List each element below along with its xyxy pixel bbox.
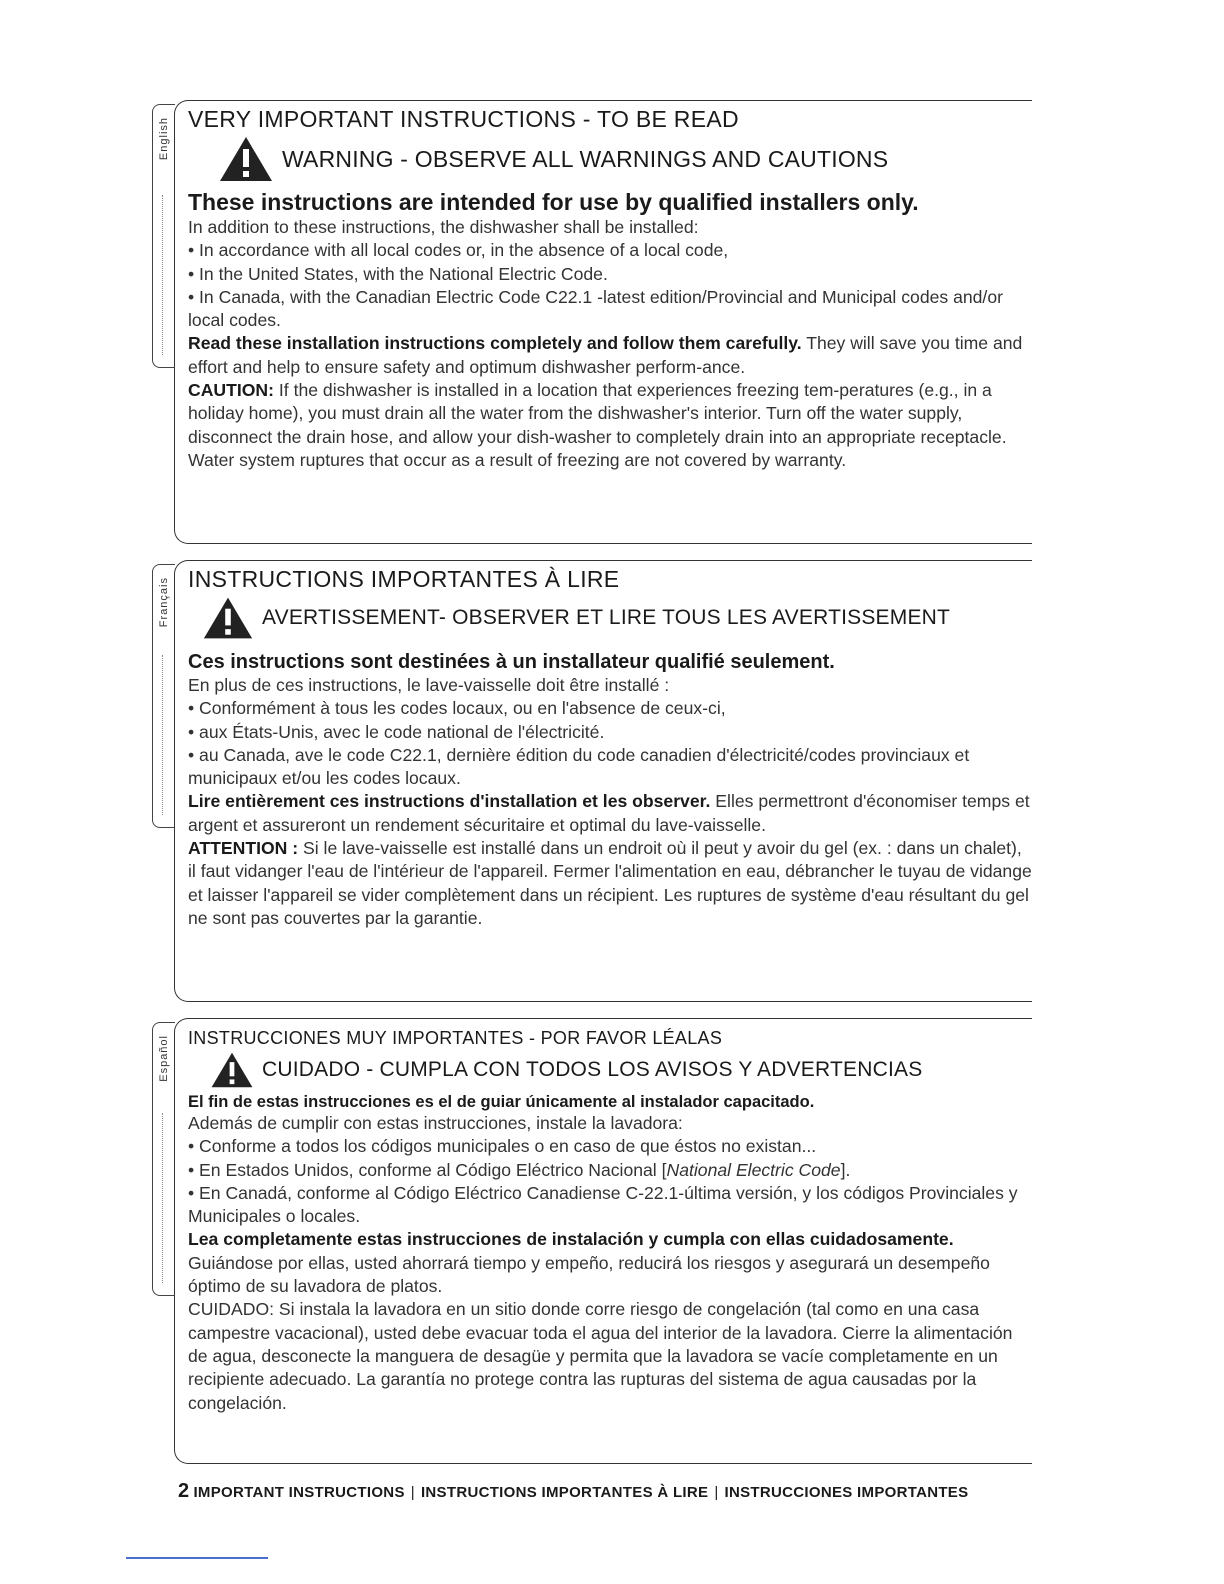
caution-paragraph: CUIDADO: Si instala la lavadora en un sitio donde corre riesgo de congelación (tal como en una casa campestre vacacional), usted debe evacuar toda el agua del interior de la lavadora. Cierre la alimentación de agua, desconecte la manguera de desagüe y permita que la lavadora se vacíe completamente en un recipiente adecuado. La garantía no protege contra las rupturas del sistema de agua causadas por la congelación. (188, 1299, 1013, 1413)
read-instructions-text: They will save you time and effort and help to ensure safety and optimum dishwasher perform-ance. (188, 333, 1023, 377)
warning-heading: AVERTISSEMENT- OBSERVER ET LIRE TOUS LES AVERTISSEMENT (262, 606, 951, 629)
read-instructions-paragraph (188, 1228, 1032, 1298)
bullet-item: • au Canada, ave le code C22.1, dernière édition du code canadien d'électricité/codes provinciaux et municipaux et/ou les codes locaux. (188, 744, 970, 789)
bullet-item: • aux États-Unis, avec le code national de l'électricité. (188, 721, 605, 742)
section-title: VERY IMPORTANT INSTRUCTIONS - TO BE READ (188, 106, 739, 132)
english-body (188, 216, 1032, 472)
bullet-item (188, 1159, 1032, 1182)
language-tab-francais (152, 564, 175, 828)
tab-label: Français (158, 577, 170, 628)
qualified-installers-notice: These instructions are intended for use by qualified installers only. (188, 189, 919, 215)
caution-paragraph (188, 379, 1032, 472)
francais-body (188, 674, 1032, 930)
bullet-item: • Conformément à tous les codes locaux, ou en l'absence de ceux-ci, (188, 698, 726, 719)
intro-text: In addition to these instructions, the dishwasher shall be installed: (188, 217, 699, 237)
warning-heading: WARNING - OBSERVE ALL WARNINGS AND CAUTIONS (282, 145, 889, 172)
tab-dotted-line (162, 1113, 163, 1283)
bullet-italic-text: National Electric Code (666, 1159, 841, 1180)
read-instructions-bold: Read these installation instructions completely and follow them carefully. (188, 333, 802, 354)
footer-english: IMPORTANT INSTRUCTIONS (193, 1484, 405, 1501)
bullet-text: • En Estados Unidos, conforme al Código Eléctrico Nacional [ (188, 1159, 667, 1180)
section-title: INSTRUCCIONES MUY IMPORTANTES - POR FAVOR LÉALAS (188, 1028, 723, 1048)
warning-row (218, 135, 1032, 183)
read-instructions-text: Guiándose por ellas, usted ahorrará tiempo y empeño, reducirá los riesgos y asegurará un desempeño óptimo de su lavadora de platos. (188, 1252, 990, 1297)
page-number: 2 (178, 1480, 190, 1502)
footer-separator: | (410, 1484, 415, 1501)
caution-paragraph (188, 837, 1032, 930)
tab-label: Español (158, 1035, 170, 1082)
qualified-installers-notice: Ces instructions sont destinées à un installateur qualifié seulement. (188, 651, 835, 673)
read-instructions-paragraph (188, 332, 1032, 379)
intro-text: Además de cumplir con estas instrucciones, instale la lavadora: (188, 1113, 683, 1133)
tab-label: English (158, 117, 170, 161)
page-footer (178, 1480, 968, 1503)
bullet-item: • In accordance with all local codes or, in the absence of a local code, (188, 240, 729, 261)
bullet-item: • En Canadá, conforme al Código Eléctrico Canadiense C-22.1-última versión, y los códigos Provinciales y Municipales o locales. (188, 1182, 1018, 1227)
read-instructions-text: Elles permettront d'économiser temps et argent et assureront un rendement sécuritaire et optimal du lave-vaisselle. (188, 791, 1030, 835)
warning-triangle-icon (202, 595, 254, 641)
tab-dotted-line (162, 655, 163, 815)
bullet-item: • Conforme a todos los códigos municipales o en caso de que éstos no existan... (188, 1136, 817, 1157)
warning-row (210, 1051, 1032, 1089)
qualified-installers-notice: El fin de estas instrucciones es el de guiar únicamente al instalador capacitado. (188, 1093, 815, 1111)
warning-triangle-icon (218, 135, 274, 183)
espanol-section (152, 1018, 1032, 1464)
english-section (152, 100, 1032, 544)
english-content (188, 100, 1032, 472)
footer-separator: | (714, 1484, 719, 1501)
caution-label: CAUTION: (188, 380, 275, 401)
francais-section (152, 560, 1032, 1002)
warning-heading: CUIDADO - CUMPLA CON TODOS LOS AVISOS Y ADVERTENCIAS (262, 1058, 923, 1081)
intro-text: En plus de ces instructions, le lave-vaisselle doit être installé : (188, 675, 670, 695)
read-instructions-bold: Lea completamente estas instrucciones de instalación y cumpla con ellas cuidadosamente. (188, 1229, 954, 1250)
francais-content (188, 560, 1032, 930)
caution-label: ATTENTION : (188, 838, 299, 859)
caution-text: If the dishwasher is installed in a location that experiences freezing tem-peratures (e.g., in a holiday home), you must drain all the water from the dishwasher's interior. Turn off the water supply, disconnect the drain hose, and allow your dish-washer to completely drain into an appropriate receptacle. Water system ruptures that occur as a result of freezing are not covered by warranty. (188, 380, 1007, 470)
espanol-body (188, 1112, 1032, 1415)
language-tab-english (152, 104, 175, 368)
bullet-text: ]. (840, 1159, 851, 1180)
section-title: INSTRUCTIONS IMPORTANTES À LIRE (188, 566, 620, 592)
read-instructions-paragraph (188, 790, 1032, 837)
warning-row (202, 595, 1032, 641)
caution-text: Si le lave-vaisselle est installé dans un endroit où il peut y avoir du gel (ex. : dans un chalet), il faut vidanger l'eau de l'intérieur de l'appareil. Fermer l'alimentation en eau, débrancher le tuyau de vidange et laisser l'appareil se vider complètement dans un récipient. Les ruptures de système d'eau résultant du gel ne sont pas couvertes par la garantie. (188, 838, 1032, 928)
espanol-content (188, 1018, 1032, 1415)
bullet-item: • In Canada, with the Canadian Electric Code C22.1 -latest edition/Provincial and Municipal codes and/or local codes. (188, 286, 1003, 331)
bottom-rule (126, 1557, 268, 1559)
read-instructions-bold: Lire entièrement ces instructions d'installation et les observer. (188, 791, 711, 812)
footer-francais: INSTRUCTIONS IMPORTANTES À LIRE (420, 1484, 709, 1501)
footer-espanol: INSTRUCCIONES IMPORTANTES (724, 1484, 969, 1501)
warning-triangle-icon (210, 1051, 254, 1089)
bullet-item: • In the United States, with the National Electric Code. (188, 263, 608, 284)
language-tab-espanol (152, 1022, 175, 1296)
tab-dotted-line (162, 195, 163, 355)
